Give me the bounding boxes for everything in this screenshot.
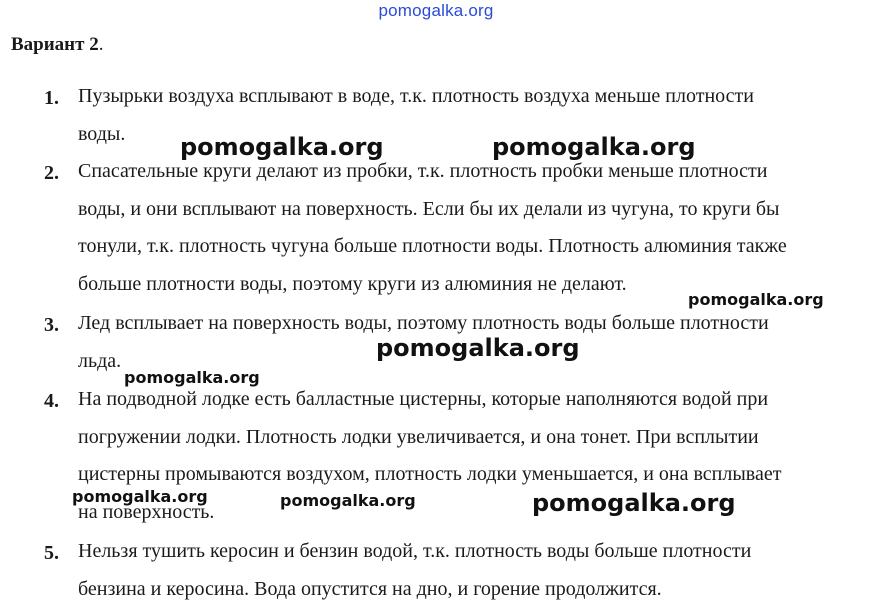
watermark: pomogalka.org (688, 290, 824, 309)
item-4-line: погружении лодки. Плотность лодки увеличивается, и она тонет. При всплытии (78, 425, 759, 448)
watermark: pomogalka.org (532, 489, 736, 517)
item-1-line: Пузырьки воздуха всплывают в воде, т.к. плотность воздуха меньше плотности (78, 85, 754, 107)
item-4-text (78, 381, 860, 532)
watermark: pomogalka.org (124, 368, 260, 387)
item-4-line: на поверхность. (78, 501, 215, 524)
item-2-line: тонули, т.к. плотность чугуна больше плотности воды. Плотность алюминия также (78, 235, 787, 258)
item-2-text (78, 153, 860, 304)
item-5-line: Нельзя тушить керосин и бензин водой, т.к. плотность воды больше плотности (78, 540, 752, 562)
variant-title-punct: . (98, 34, 104, 55)
item-1-number: 1. (44, 87, 59, 109)
variant-title: Вариант 2 (11, 34, 99, 55)
item-3-line: Лед всплывает на поверхность воды, поэтому плотность воды больше плотности (78, 312, 769, 334)
item-2-number: 2. (44, 162, 59, 184)
item-2-line: Спасательные круги делают из пробки, т.к. плотность пробки меньше плотности (78, 160, 768, 182)
watermark: pomogalka.org (492, 133, 696, 161)
item-4-number: 4. (44, 390, 59, 412)
item-1-line: воды. (78, 122, 126, 145)
variant-heading (11, 34, 103, 56)
item-4-line: цистерны промываются воздухом, плотность лодки уменьшается, и она всплывает (78, 463, 782, 486)
item-3-line: льда. (78, 349, 122, 372)
watermark: pomogalka.org (180, 133, 384, 161)
item-5-text (78, 533, 860, 608)
item-5-line: бензина и керосина. Вода опустится на дно, и горение продолжится. (78, 577, 662, 600)
item-5-number: 5. (44, 542, 59, 564)
item-2-line: воды, и они всплывают на поверхность. Если бы их делали из чугуна, то круги бы (78, 197, 780, 220)
watermark: pomogalka.org (280, 491, 416, 510)
top-watermark: pomogalka.org (378, 1, 494, 20)
watermark: pomogalka.org (72, 487, 208, 506)
item-4-line: На подводной лодке есть балластные цистерны, которые наполняются водой при (78, 388, 769, 410)
item-3-number: 3. (44, 314, 59, 336)
item-2-line: больше плотности воды, поэтому круги из алюминия не делают. (78, 273, 627, 296)
watermark: pomogalka.org (376, 334, 580, 362)
